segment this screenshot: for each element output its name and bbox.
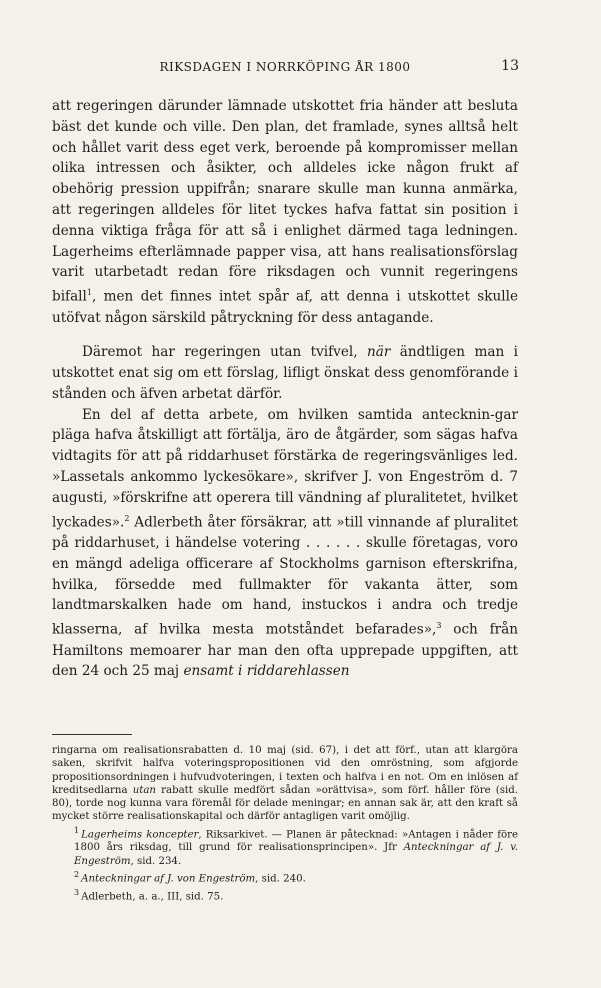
footnote-ref-3: 3 bbox=[436, 621, 442, 631]
paragraph-2-text-a: Däremot har regeringen utan tvifvel, bbox=[82, 344, 368, 361]
paragraph-3-text-c: och från Hamiltons memoarer har man den ofta upprepade uppgiften, att den 24 och 25 maj bbox=[52, 621, 518, 680]
footnote-2-emphasis: Anteckningar af J. von Engeström bbox=[81, 873, 256, 885]
paragraph-3-text-b: Adlerbeth åter försäkrar, att »till vinnande af pluralitet på riddarhuset, i händelse votering . . . . . . skulle företagas, voro en mängd adeliga officerare af Stockholms garnison efterskrifna, hvilka, försedde med fullmakter för vakanta ätter, som landtmarskalken hade om hand, instuckos i andra och tredje klasserna, af hvilka mesta motståndet befarades», bbox=[52, 514, 518, 638]
footnote-ref-1: 1 bbox=[86, 288, 92, 298]
footnote-continuation-text-b: rabatt skulle medfört sådan »orättvisa», som förf. håller före (sid. 80), torde nog kunna vara föremål för delade meningar; en annan sak är, att den kraft så mycket större realisationskapital och därför antagligen varit omöjlig. bbox=[52, 784, 518, 823]
footnote-3-mark: 3 bbox=[74, 887, 80, 897]
footnote-rule bbox=[52, 734, 132, 735]
footnotes bbox=[52, 744, 518, 903]
paragraph-1-rest: , men det finnes intet spår af, att denna i utskottet skulle utöfvat någon särskild påtryckning för dess antagande. bbox=[52, 288, 518, 326]
running-head: RIKSDAGEN I NORRKÖPING ÅR 1800 bbox=[159, 60, 411, 74]
paragraph-3-text: En del af detta arbete, om hvilken samtida antecknin-gar pläga hafva åtskilligt att förtälja, äro de åtgärder, som sägas hafva vidtagits för att på riddarhuset förstärka de regeringsvänliges led. »Lassetals ankommo lyckesökare», skrifver J. von Engeström d. 7 augusti, »förskrifne att operera till vändning af pluralitetet, hvilket lyckades». bbox=[52, 406, 518, 531]
paragraph-3-emphasis: ensamt i riddarehlassen bbox=[183, 663, 350, 680]
footnote-1-text: , Riksarkivet. — Planen är påtecknad: »Antagen i nåder före 1800 års riksdag, till grund för realisationsprincipen». Jfr bbox=[74, 829, 518, 854]
paragraph-1-text: att regeringen därunder lämnade utskottet fria händer att besluta bäst det kunde och ville. Den plan, det framlade, synes alltså helt och hållet varit dess eget verk, beroende på kompromisser mellan olika intressen och åsikter, och alldeles icke någon frukt af obehörig pression uppifrån; snarare skulle man kunna anmärka, att regeringen alldeles för litet tyckes hafva fattat sin position i denna viktiga fråga för att så i enlighet därmed taga ledningen. Lagerheims efterlämnade papper visa, att hans realisationsförslag varit utarbetadt redan före riksdagen och vunnit regeringens bifall bbox=[52, 98, 518, 305]
footnote-3-text: Adlerbeth, a. a., III, sid. 75. bbox=[81, 891, 224, 903]
paragraph-2 bbox=[52, 342, 518, 404]
footnote-continuation-text: ringarna om realisationsrabatten d. 10 maj (sid. 67), i det att förf., utan att klargöra saken, skrifvit halfva voteringspropositionen vid den omröstning, som afgjorde propositionsordningen i hufvudvoteringen, i texten och halfva i en not. Om en inlösen af kreditsedlarna bbox=[52, 745, 518, 796]
paragraph-1 bbox=[52, 96, 518, 328]
footnote-1-mark: 1 bbox=[74, 825, 80, 835]
footnote-2-text: , sid. 240. bbox=[255, 873, 306, 885]
page-number: 13 bbox=[501, 58, 519, 74]
paragraph-3 bbox=[52, 405, 518, 682]
footnote-ref-2: 2 bbox=[124, 513, 130, 523]
footnote-1-text-2: , sid. 234. bbox=[130, 855, 182, 867]
footnote-1-emphasis: Lagerheims koncepter bbox=[81, 829, 199, 841]
footnote-continuation bbox=[52, 744, 518, 824]
footnote-2 bbox=[52, 868, 518, 886]
paragraph-2-emphasis: när bbox=[367, 344, 391, 361]
footnote-1 bbox=[52, 824, 518, 868]
paragraph-2-text-b: ändtligen man i utskottet enat sig om ett förslag, lifligt önskat dess genomförande i stånden och äfven arbetat därför. bbox=[52, 344, 519, 402]
footnote-1-emphasis-2: Anteckningar af J. v. Engeström bbox=[74, 842, 518, 867]
main-text bbox=[52, 96, 518, 682]
footnote-2-mark: 2 bbox=[74, 870, 80, 880]
footnote-continuation-emphasis: utan bbox=[132, 784, 156, 796]
footnote-3 bbox=[52, 886, 518, 904]
